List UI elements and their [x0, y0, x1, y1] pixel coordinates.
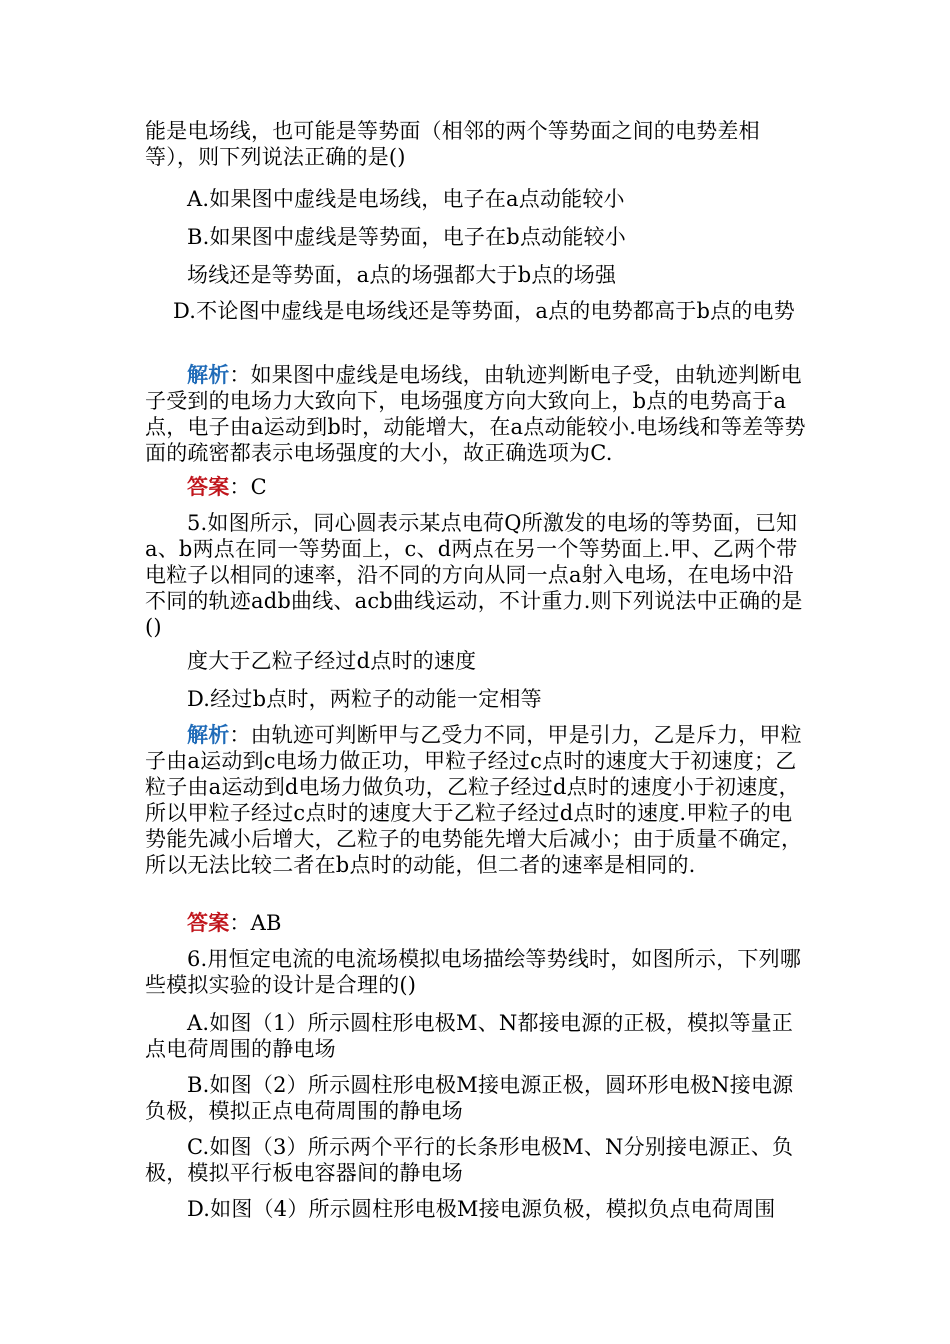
q4-option-c-fragment: 场线还是等势面，a点的场强都大于b点的场强 — [187, 263, 617, 287]
answer-label: 答案 — [187, 474, 230, 499]
analysis-text: ：如果图中虚线是电场线，由轨迹判断电子受，由轨迹判断电子受到的电场力大致向下，电场强度方向大致向上，b点的电势高于a点，电子由a运动到b时，动能增大，在a点动能较小.电场线和等差等势面的疏密都表示电场强度的大小，故正确选项为C. — [145, 363, 806, 465]
q4-option-d: D.不论图中虚线是电场线还是等势面，a点的电势都高于b点的电势 — [173, 299, 795, 323]
answer-label: 答案 — [187, 910, 230, 935]
q6-option-d: D.如图（4）所示圆柱形电极M接电源负极，模拟负点电荷周围 — [187, 1197, 776, 1221]
answer-text: ：AB — [229, 911, 282, 935]
analysis-label: 解析 — [187, 722, 230, 747]
q6-intro: 6.用恒定电流的电流场模拟电场描绘等势线时，如图所示，下列哪些模拟实验的设计是合理的() — [145, 947, 802, 997]
analysis-label: 解析 — [187, 362, 230, 387]
q4-answer — [145, 474, 810, 500]
analysis-text: ：由轨迹可判断甲与乙受力不同，甲是引力，乙是斥力，甲粒子由a运动到c电场力做正功，甲粒子经过c点时的速度大于初速度；乙粒子由a运动到d电场力做负功，乙粒子经过d点时的速度小于初速度，所以甲粒子经过c点时的速度大于乙粒子经过d点时的速度.甲粒子的电势能先减小后增大，乙粒子的电势能先增大后减小；由于质量不确定，所以无法比较二者在b点时的动能，但二者的速率是相同的. — [145, 723, 803, 877]
q4-intro: 能是电场线，也可能是等势面（相邻的两个等势面之间的电势差相等），则下列说法正确的是() — [145, 119, 760, 169]
q6-option-a: A.如图（1）所示圆柱形电极M、N都接电源的正极，模拟等量正点电荷周围的静电场 — [145, 1011, 794, 1061]
q4-analysis — [145, 362, 810, 466]
answer-text: ：C — [229, 475, 267, 499]
q5-option-fragment: 度大于乙粒子经过d点时的速度 — [187, 649, 477, 673]
q6-option-c: C.如图（3）所示两个平行的长条形电极M、N分别接电源正、负极，模拟平行板电容器间的静电场 — [145, 1135, 794, 1185]
q5-analysis — [145, 722, 810, 878]
q4-option-a: A.如果图中虚线是电场线，电子在a点动能较小 — [187, 187, 625, 211]
q5-intro: 5.如图所示，同心圆表示某点电荷Q所激发的电场的等势面，已知a、b两点在同一等势面上，c、d两点在另一个等势面上.甲、乙两个带电粒子以相同的速率，沿不同的方向从同一点a射入电场，在电场中沿不同的轨迹adb曲线、acb曲线运动，不计重力.则下列说法中正确的是() — [145, 511, 803, 639]
q5-answer — [145, 910, 810, 936]
q6-option-b: B.如图（2）所示圆柱形电极M接电源正极，圆环形电极N接电源负极，模拟正点电荷周围的静电场 — [145, 1073, 794, 1123]
q4-option-b: B.如果图中虚线是等势面，电子在b点动能较小 — [187, 225, 626, 249]
q5-option-d: D.经过b点时，两粒子的动能一定相等 — [187, 687, 542, 711]
